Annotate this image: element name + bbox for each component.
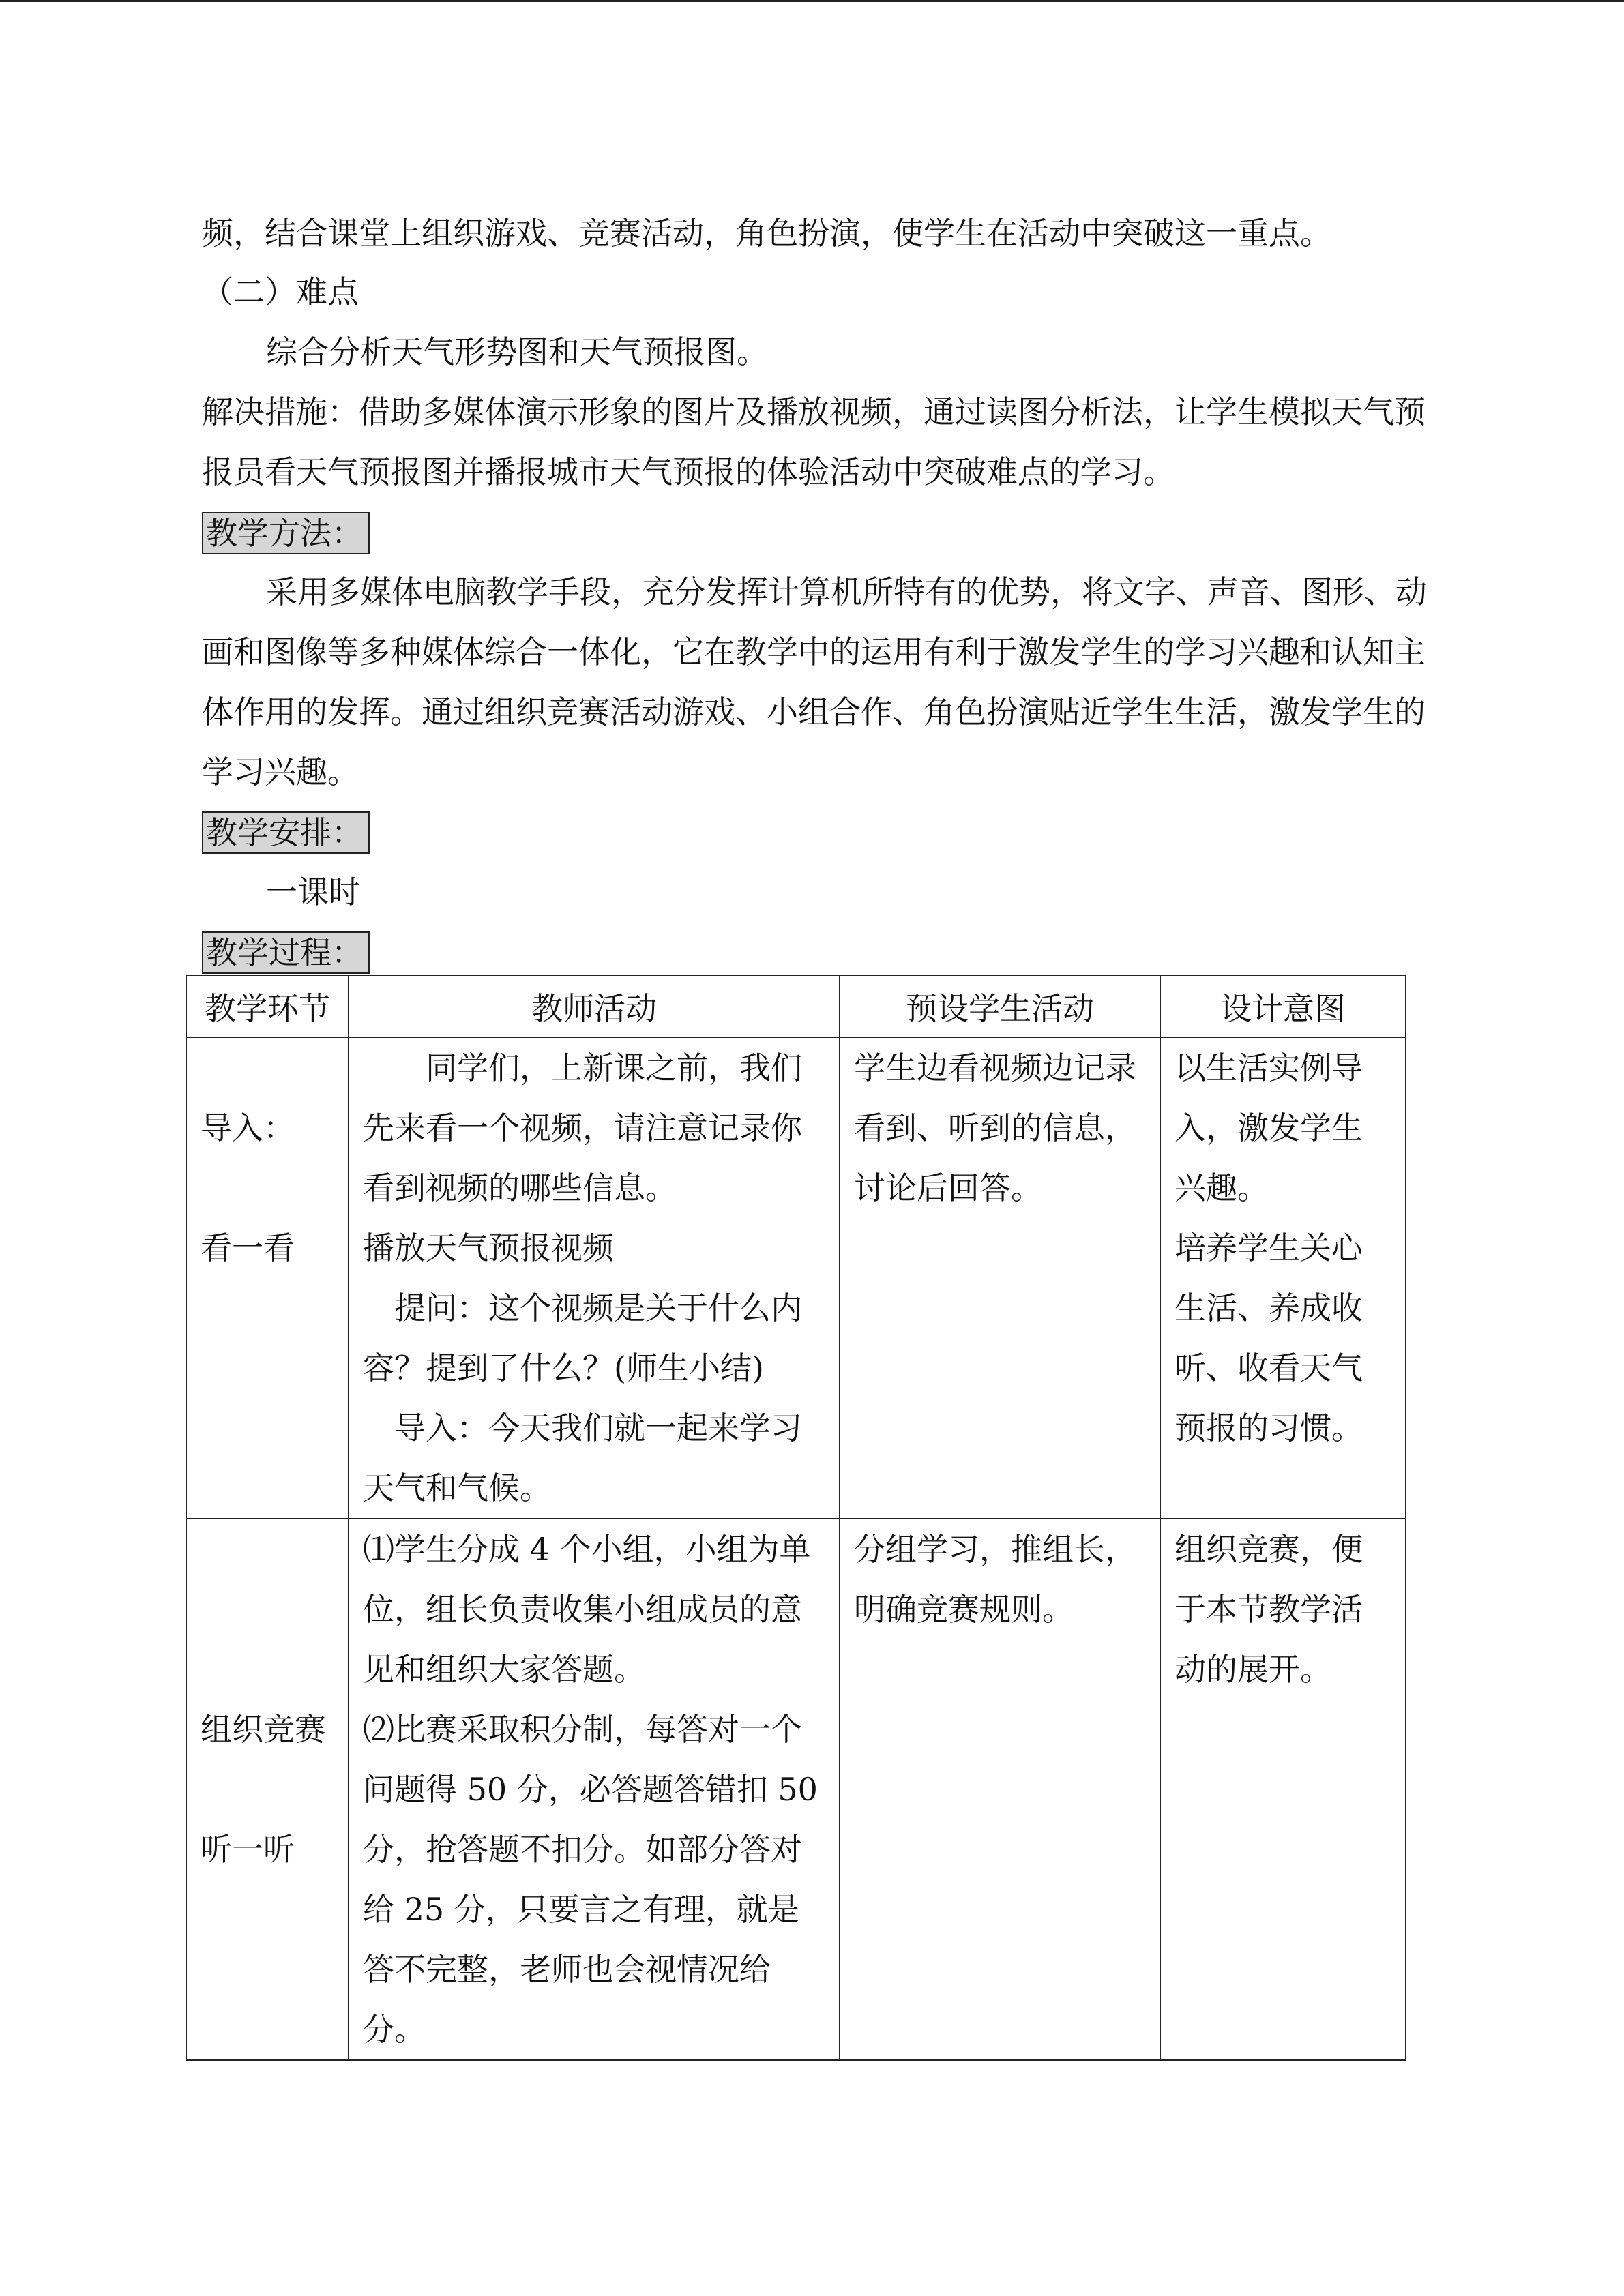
student-activity-cell <box>840 1037 1160 1519</box>
teaching-arrangement-text: 一课时 <box>266 874 360 910</box>
header-student-activity: 预设学生活动 <box>840 976 1160 1037</box>
header-design-intent: 设计意图 <box>1160 976 1406 1037</box>
teacher-text: 同学们，上新课之前，我们先来看一个视频，请注意记录你看到视频的哪些信息。 <box>363 1049 802 1206</box>
teacher-activity-cell <box>349 1519 840 2060</box>
header-teacher-activity: 教师活动 <box>349 976 840 1037</box>
teacher-text: 播放天气预报视频 <box>363 1229 614 1266</box>
table-header-row <box>186 976 1406 1037</box>
intent-text: 培养学生关心生活、养成收听、收看天气预报的习惯。 <box>1175 1229 1363 1446</box>
stage-cell <box>186 1519 349 2060</box>
student-text: 学生边看视频边记录看到、听到的信息，讨论后回答。 <box>854 1049 1136 1206</box>
header-stage: 教学环节 <box>186 976 349 1037</box>
teacher-text: ⑵比赛采取积分制，每答对一个问题得 50 分，必答题答错扣 50 分，抢答题不扣分。如部分答对给 25 分，只要言之有理，就是答不完整，老师也会视情况给分。 <box>363 1711 818 2048</box>
difficulty-heading: （二）难点 <box>202 273 359 310</box>
stage-sublabel: 听一听 <box>201 1831 295 1868</box>
teacher-text: 提问：这个视频是关于什么内容？提到了什么？(师生小结) <box>363 1289 802 1386</box>
stage-sublabel: 看一看 <box>201 1229 295 1266</box>
teacher-text: ⑴学生分成 4 个小组，小组为单位，组长负责收集小组成员的意见和组织大家答题。 <box>363 1531 811 1688</box>
stage-cell <box>186 1037 349 1519</box>
teaching-method-heading: 教学方法： <box>202 512 370 554</box>
teaching-process-table <box>186 975 1406 2061</box>
page-top-border <box>0 0 1624 2</box>
intent-text: 组织竞赛，便于本节教学活动的展开。 <box>1175 1531 1363 1688</box>
stage-label: 导入： <box>201 1109 295 1146</box>
solution-paragraph: 解决措施：借助多媒体演示形象的图片及播放视频，通过读图分析法，让学生模拟天气预报员看天气预报图并播报城市天气预报的体验活动中突破难点的学习。 <box>202 393 1426 490</box>
difficulty-text: 综合分析天气形势图和天气预报图。 <box>266 333 768 370</box>
teacher-activity-cell <box>349 1037 840 1519</box>
teaching-process-heading: 教学过程： <box>202 931 370 974</box>
design-intent-cell <box>1160 1519 1406 2060</box>
teaching-method-paragraph: 采用多媒体电脑教学手段，充分发挥计算机所特有的优势，将文字、声音、图形、动画和图像等多种媒体综合一体化，它在教学中的运用有利于激发学生的学习兴趣和认知主体作用的发挥。通过组织竞赛活动游戏、小组合作、角色扮演贴近学生生活，激发学生的学习兴趣。 <box>202 573 1427 790</box>
stage-label: 组织竞赛 <box>201 1711 326 1748</box>
table-row <box>186 1037 1406 1519</box>
student-activity-cell <box>840 1519 1160 2060</box>
teaching-arrangement-heading: 教学安排： <box>202 811 370 854</box>
design-intent-cell <box>1160 1037 1406 1519</box>
teacher-text: 导入：今天我们就一起来学习天气和气候。 <box>363 1410 802 1506</box>
intent-text: 以生活实例导入，激发学生兴趣。 <box>1175 1049 1363 1206</box>
table-row <box>186 1519 1406 2060</box>
student-text: 分组学习，推组长，明确竞赛规则。 <box>854 1531 1136 1628</box>
paragraph-key-point-end: 频，结合课堂上组织游戏、竞赛活动，角色扮演，使学生在活动中突破这一重点。 <box>202 215 1331 252</box>
